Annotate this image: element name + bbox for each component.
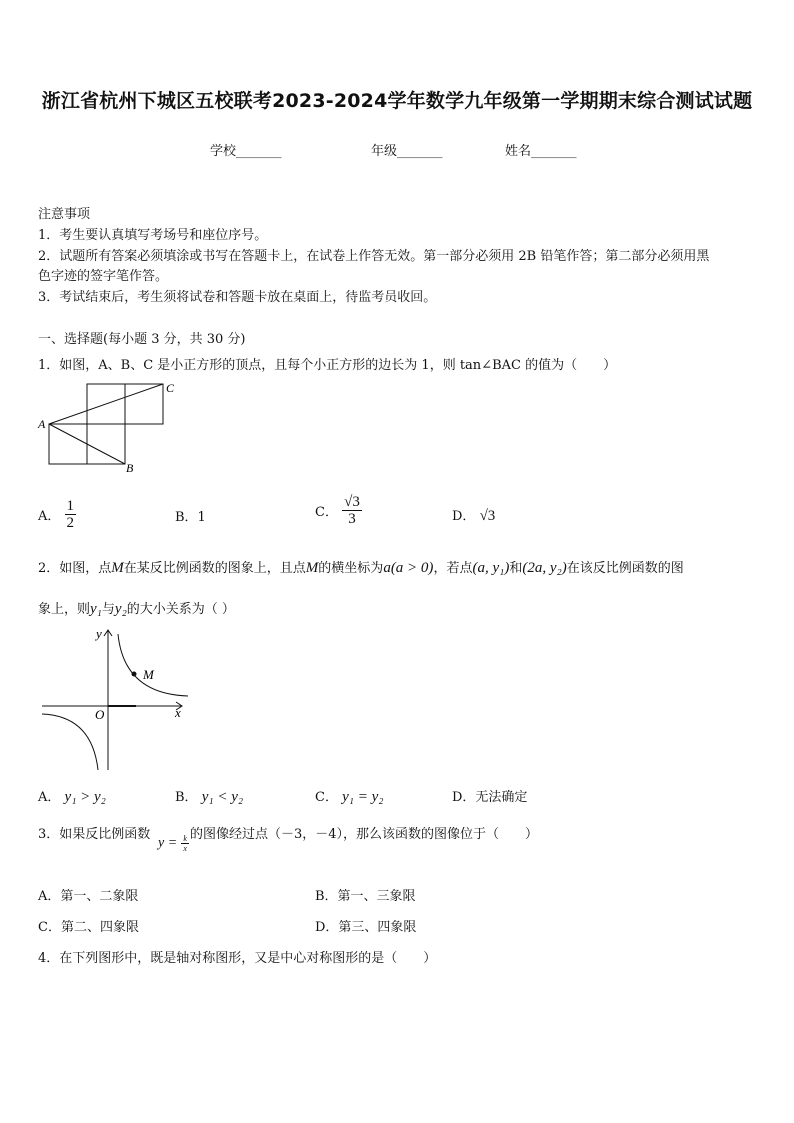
q2-option-c (315, 786, 383, 806)
point-m: M (111, 560, 124, 576)
option-expression: y₁ > y₂ (64, 789, 106, 805)
grade-field: 年级_______ (371, 144, 443, 159)
option-letter: C． (315, 790, 338, 805)
notice-item-2: 2．试题所有答案必须填涂或书写在答题卡上，在试卷上作答无效。第一部分必须用 2B 铅笔作答；第二部分必须用黑 (38, 249, 710, 264)
notice-item-2-cont: 色字迹的签字笔作答。 (38, 269, 169, 284)
q2-text: 的横坐标为 (318, 561, 384, 576)
q3-function (158, 834, 189, 853)
grid-cell (125, 384, 163, 424)
section-heading: 一、选择题(每小题 3 分，共 30 分) (38, 332, 246, 347)
segment-ac (49, 384, 163, 424)
label-b: B (126, 461, 134, 475)
q2-stem-line1 (38, 557, 684, 577)
q2-option-b (175, 786, 243, 806)
q2-text: 象上，则 (38, 602, 91, 617)
q2-text: 在该反比例函数的图 (566, 561, 684, 576)
point-m: M (305, 560, 319, 576)
q2-text: 2．如图，点 (38, 561, 112, 576)
q1-option-a (38, 498, 76, 531)
q2-option-d: D．无法确定 (452, 790, 528, 805)
option-expression: y₁ = y₂ (342, 789, 384, 805)
fraction-numerator: k (183, 834, 187, 843)
q4-stem: 4．在下列图形中，既是轴对称图形，又是中心对称图形的是（ ） (38, 951, 437, 966)
option-letter: A． (38, 790, 61, 805)
label-m: M (143, 667, 154, 682)
fraction-numerator: 1 (66, 498, 75, 514)
q1-option-c (315, 494, 362, 527)
function-lhs: y = (158, 835, 178, 851)
point-m-dot (132, 672, 137, 677)
point-a-y1: (a, y₁) (472, 560, 510, 576)
hyperbola-branch-left (42, 714, 98, 770)
q3-stem-b: 的图像经过点（－3，－4），那么该函数的图像位于（ ） (190, 827, 539, 842)
q3-option-c: C．第二、四象限 (38, 920, 139, 935)
fraction-sqrt3-over-3 (342, 494, 362, 527)
label-o: O (95, 707, 105, 722)
q2-text: ，若点 (433, 561, 473, 576)
school-field: 学校_______ (210, 144, 282, 159)
grid-cell (49, 424, 87, 464)
fraction-denominator: 3 (348, 511, 356, 527)
notice-heading: 注意事项 (38, 207, 91, 222)
point-2a-y2: (2a, y₂) (522, 560, 567, 576)
q2-hyperbola-figure (38, 622, 198, 772)
hyperbola-branch-right (118, 634, 188, 696)
q2-text: 与 (101, 602, 115, 617)
fraction-numerator: √3 (344, 494, 360, 510)
option-letter: A． (38, 509, 61, 524)
q3-option-a: A．第一、二象限 (38, 889, 139, 904)
q3-option-b: B．第一、三象限 (315, 889, 416, 904)
page-title: 浙江省杭州下城区五校联考2023-2024学年数学九年级第一学期期末综合测试试题 (41, 90, 753, 112)
q2-stem-line2 (38, 598, 235, 618)
label-c: C (166, 381, 175, 395)
fraction-denominator: 2 (66, 515, 75, 531)
var-y1: y₁ (90, 601, 102, 617)
fraction-one-half (65, 498, 77, 531)
option-letter: C． (315, 505, 338, 520)
fraction-denominator: x (183, 844, 187, 853)
option-letter: B． (175, 790, 198, 805)
q1-stem: 1．如图，A、B、C 是小正方形的顶点，且每个小正方形的边长为 1，则 tan∠BAC 的值为（ ） (38, 358, 617, 373)
fraction-k-over-x (181, 834, 189, 853)
q2-text: 和 (509, 561, 523, 576)
var-y2: y₂ (114, 601, 127, 617)
q1-option-b: B．1 (175, 510, 206, 525)
label-y: y (96, 626, 102, 641)
sqrt3-value: √3 (479, 508, 496, 524)
grid-cell (87, 424, 125, 464)
label-a: A (38, 417, 46, 431)
notice-item-1: 1．考生要认真填写考场号和座位序号。 (38, 228, 268, 243)
q3-stem-a: 3．如果反比例函数 (38, 827, 151, 842)
q3-option-d: D．第三、四象限 (315, 920, 417, 935)
q1-option-d (452, 505, 495, 525)
notice-item-3: 3．考试结束后，考生须将试卷和答题卡放在桌面上，待监考员收回。 (38, 290, 437, 305)
option-letter: D． (452, 509, 476, 524)
q2-option-a (38, 786, 106, 806)
q2-text: 的大小关系为（ ） (126, 602, 235, 617)
condition-a-positive: a(a > 0) (383, 560, 434, 576)
name-field: 姓名_______ (505, 144, 577, 159)
q2-text: 在某反比例函数的图象上，且点 (123, 561, 306, 576)
q1-grid-figure (34, 376, 184, 476)
label-x: x (175, 705, 181, 720)
option-expression: y₁ < y₂ (201, 789, 244, 805)
